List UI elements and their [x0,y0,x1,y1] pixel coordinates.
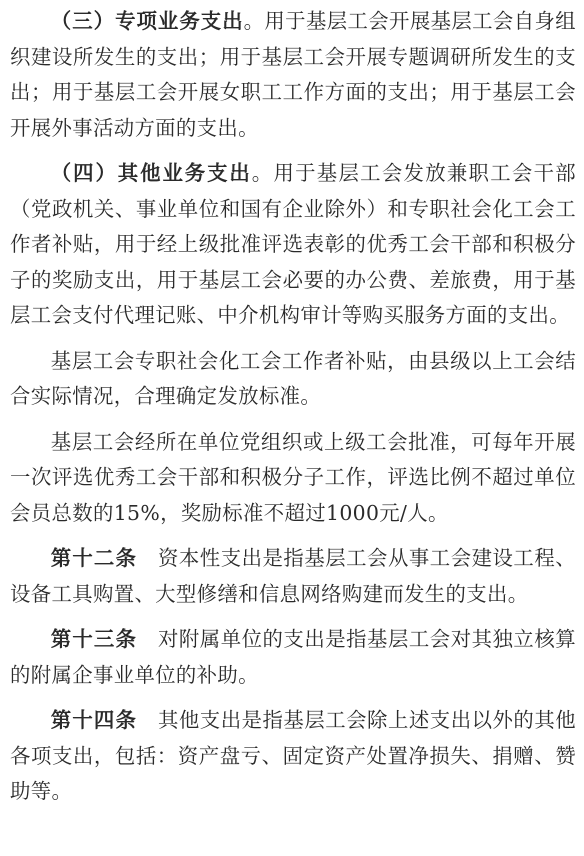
paragraph-text: 基层工会经所在单位党组织或上级工会批准，可每年开展一次评选优秀工会干部和积极分子工作，评选比例不超过单位会员总数的15%，奖励标准不超过1000元/人。 [10,429,576,525]
paragraph-award-selection [10,425,576,532]
paragraph-text: 。用于基层工会发放兼职工会干部（党政机关、事业单位和国有企业除外）和专职社会化工会工作者补贴，用于经上级批准评选表彰的优秀工会干部和积极分子的奖励支出，用于基层工会必要的办公费、差旅费，用于基层工会支付代理记账、中介机构审计等购买服务方面的支出。 [10,161,577,327]
paragraph-text: 基层工会专职社会化工会工作者补贴，由县级以上工会结合实际情况，合理确定发放标准。 [10,348,576,408]
article-12 [10,541,576,612]
article-text: 对附属单位的支出是指基层工会对其独立核算的附属企事业单位的补助。 [10,627,576,687]
paragraph-other-business-expense [10,156,576,334]
article-number: 第十三条 [50,627,138,651]
article-text: 资本性支出是指基层工会从事工会建设工程、设备工具购置、大型修缮和信息网络购建而发生的支出。 [10,546,576,606]
paragraph-subsidy-standard [10,344,576,415]
section-heading: （三）专项业务支出 [50,9,244,33]
article-text: 其他支出是指基层工会除上述支出以外的其他各项支出，包括：资产盘亏、固定资产处置净损失、捐赠、赞助等。 [10,708,576,803]
article-14 [10,703,576,810]
article-13 [10,622,576,693]
article-number: 第十四条 [50,708,138,732]
paragraph-text: 。用于基层工会开展基层工会自身组织建设所发生的支出；用于基层工会开展专题调研所发生的支出；用于基层工会开展女职工工作方面的支出；用于基层工会开展外事活动方面的支出。 [10,9,576,140]
article-number: 第十二条 [50,546,138,570]
paragraph-special-business-expense [10,4,576,146]
section-heading: （四）其他业务支出 [50,161,252,185]
